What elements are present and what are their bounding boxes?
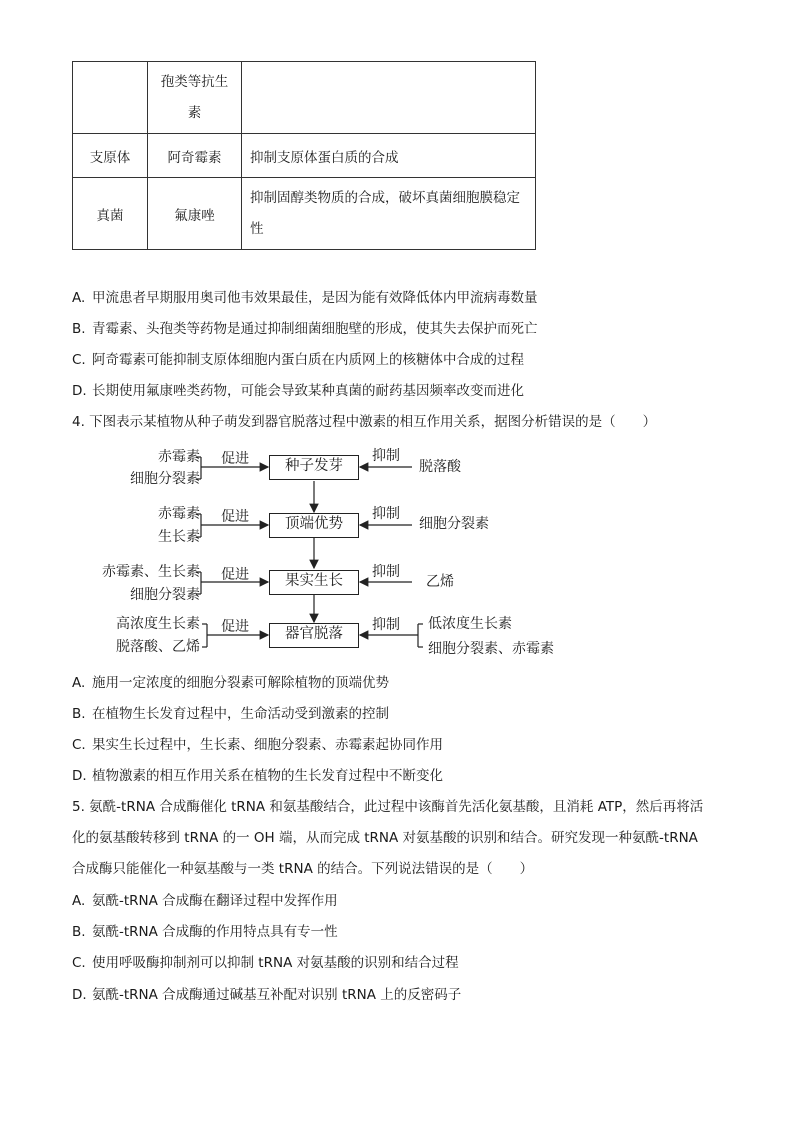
option-letter: A. [72,893,86,909]
stage-box-organ-abscission: 器官脱落 [269,623,359,648]
right-hormone-label: 脱落酸 [419,459,461,475]
option-text: 青霉素、头孢类等药物是通过抑制细菌细胞壁的形成，使其失去保护而死亡 [92,321,538,337]
q5-stem-line: 5. 氨酰-tRNA 合成酶催化 tRNA 和氨基酸结合，此过程中该酶首先活化氨基酸，且消耗 ATP，然后再将活 [72,799,704,815]
promote-label: 促进 [221,567,249,583]
q5-option-c [72,954,459,972]
option-text: 阿奇霉素可能抑制支原体细胞内蛋白质在内质网上的核糖体中合成的过程 [92,352,524,368]
inhibit-label: 抑制 [372,506,400,522]
table-cell: 支原体 [73,134,148,178]
q4-option-c [72,736,443,754]
table-row [73,62,536,134]
q5-option-d [72,986,461,1004]
left-hormone-label: 细胞分裂素 [130,587,200,603]
q3-option-d [72,382,524,400]
q4-option-a [72,674,389,692]
table-cell: 真菌 [73,178,148,250]
q4-stem: 4. 下图表示某植物从种子萌发到器官脱落过程中激素的相互作用关系，据图分析错误的是（ ） [72,414,657,430]
q3-option-b [72,320,538,338]
right-hormone-label: 细胞分裂素、赤霉素 [428,641,554,657]
option-letter: C. [72,352,86,368]
right-hormone-label: 细胞分裂素 [419,516,489,532]
option-letter: D. [72,768,87,784]
q5-stem-line: 化的氨基酸转移到 tRNA 的一 OH 端，从而完成 tRNA 对氨基酸的识别和结合。研究发现一种氨酰-tRNA [72,830,698,846]
cell-line: 抑制固醇类物质的合成，破坏真菌细胞膜稳定 [250,189,520,206]
promote-label: 促进 [221,509,249,525]
table-cell: 阿奇霉素 [148,134,242,178]
q4-option-d [72,767,443,785]
table-cell [148,62,242,134]
option-letter: A. [72,290,86,306]
table-cell [242,178,536,250]
inhibit-label: 抑制 [372,617,400,633]
right-hormone-label: 乙烯 [426,574,454,590]
left-hormone-label: 赤霉素、生长素 [102,564,200,580]
drug-table [72,61,536,250]
promote-label: 促进 [221,451,249,467]
stage-box-fruit-growth: 果实生长 [269,570,359,595]
cell-line: 素 [187,104,202,121]
q5-option-a [72,892,338,910]
inhibit-label: 抑制 [372,448,400,464]
table-cell: 氟康唑 [148,178,242,250]
left-hormone-label: 赤霉素 [158,449,200,465]
q3-option-c [72,351,524,369]
option-text: 在植物生长发育过程中，生命活动受到激素的控制 [92,706,389,722]
left-hormone-label: 赤霉素 [158,506,200,522]
left-hormone-label: 生长素 [158,529,200,545]
option-letter: A. [72,675,86,691]
table-cell: 抑制支原体蛋白质的合成 [242,134,536,178]
option-letter: B. [72,321,86,337]
option-text: 果实生长过程中，生长素、细胞分裂素、赤霉素起协同作用 [92,737,443,753]
q4-option-b [72,705,389,723]
table-cell [242,62,536,134]
stage-box-seed-germination: 种子发芽 [269,455,359,480]
option-text: 植物激素的相互作用关系在植物的生长发育过程中不断变化 [92,768,443,784]
left-hormone-label: 脱落酸、乙烯 [116,639,200,655]
left-hormone-label: 高浓度生长素 [116,616,200,632]
q5-stem-line: 合成酶只能催化一种氨基酸与一类 tRNA 的结合。下列说法错误的是（ ） [72,861,534,877]
q3-option-a [72,289,538,307]
left-hormone-label: 细胞分裂素 [130,471,200,487]
cell-line: 孢类等抗生 [160,73,229,90]
option-letter: C. [72,955,86,971]
option-text: 氨酰-tRNA 合成酶的作用特点具有专一性 [92,924,338,940]
option-letter: B. [72,706,86,722]
promote-label: 促进 [221,619,249,635]
option-text: 施用一定浓度的细胞分裂素可解除植物的顶端优势 [92,675,389,691]
inhibit-label: 抑制 [372,564,400,580]
option-letter: D. [72,987,87,1003]
q5-option-b [72,923,338,941]
option-letter: B. [72,924,86,940]
table-row [73,134,536,178]
option-text: 氨酰-tRNA 合成酶在翻译过程中发挥作用 [92,893,338,909]
right-hormone-label: 低浓度生长素 [428,616,512,632]
cell-line: 性 [250,220,264,237]
option-text: 甲流患者早期服用奥司他韦效果最佳，是因为能有效降低体内甲流病毒数量 [92,290,538,306]
option-letter: C. [72,737,86,753]
table-row [73,178,536,250]
table-cell [73,62,148,134]
option-letter: D. [72,383,87,399]
option-text: 使用呼吸酶抑制剂可以抑制 tRNA 对氨基酸的识别和结合过程 [92,955,459,971]
option-text: 长期使用氟康唑类药物，可能会导致某种真菌的耐药基因频率改变而进化 [92,383,524,399]
option-text: 氨酰-tRNA 合成酶通过碱基互补配对识别 tRNA 上的反密码子 [92,987,462,1003]
stage-box-apical-dominance: 顶端优势 [269,513,359,538]
